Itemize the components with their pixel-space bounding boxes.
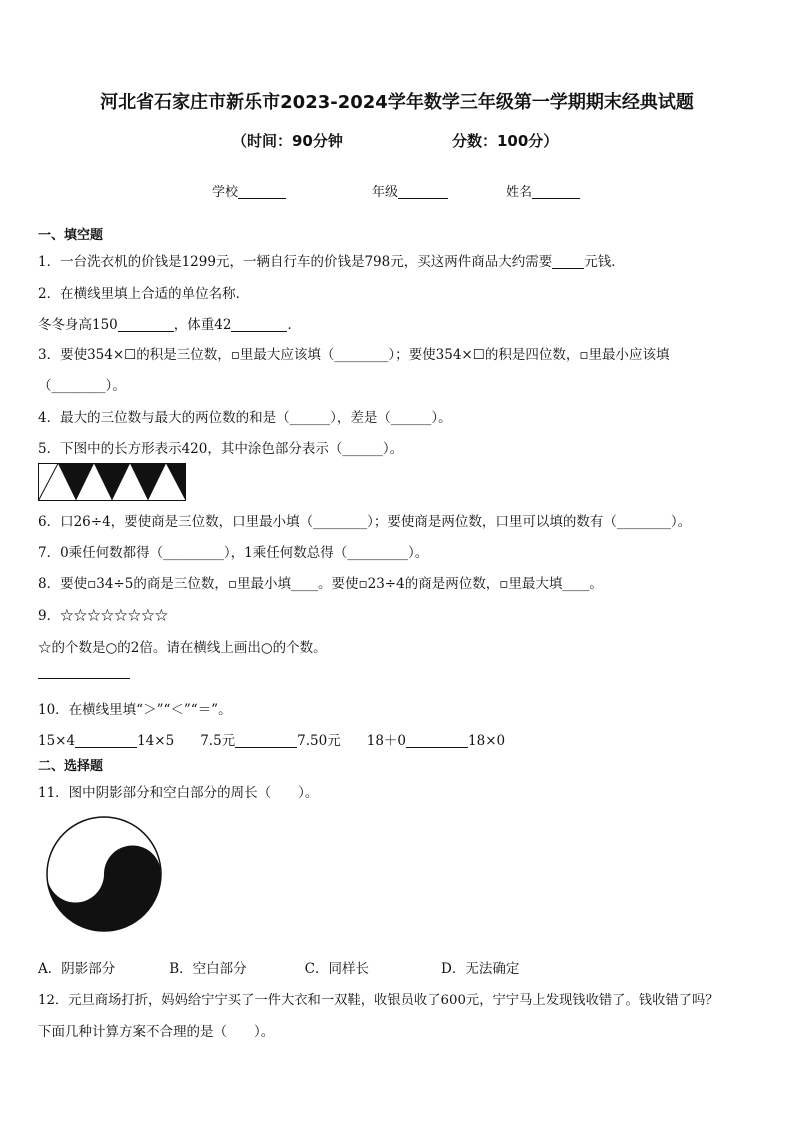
- name-field[interactable]: [506, 181, 580, 200]
- section-choice: 二、选择题: [38, 759, 104, 774]
- option-d[interactable]: D．无法确定: [441, 961, 520, 977]
- question-5: 5．下图中的长方形表示420，其中涂色部分表示（______）。: [38, 441, 404, 457]
- page-title: 河北省石家庄市新乐市2023-2024学年数学三年级第一学期期末经典试题: [100, 92, 694, 113]
- question-12-line-2: 下面几种计算方案不合理的是（ ）。: [38, 1024, 275, 1040]
- height-unit-blank[interactable]: [118, 318, 174, 333]
- compare-b-blank[interactable]: [235, 734, 297, 749]
- school-blank[interactable]: [238, 185, 286, 199]
- name-label: 姓名: [506, 185, 533, 200]
- question-4: 4．最大的三位数与最大的两位数的和是（______），差是（______）。: [38, 410, 452, 426]
- exam-score: 分数：100分）: [452, 132, 559, 150]
- question-2-part-b: ，体重42: [173, 317, 232, 333]
- question-2-part-c: ．: [287, 317, 301, 333]
- question-11: 11．图中阴影部分和空白部分的周长（ ）。: [38, 785, 319, 801]
- section-fill-in: 一、填空题: [38, 228, 104, 243]
- question-10-blanks: [38, 729, 505, 749]
- compare-c-blank[interactable]: [406, 734, 468, 749]
- compare-a-right: 14×5: [137, 733, 175, 749]
- grade-field[interactable]: [372, 181, 448, 200]
- question-3-line-2: （________）。: [38, 378, 126, 394]
- option-a[interactable]: A．阴影部分: [38, 961, 116, 977]
- question-7: 7．0乘任何数都得（_________），1乘任何数总得（_________）。: [38, 545, 429, 561]
- question-1-tail: 元钱．: [584, 254, 625, 270]
- question-6: 6．口26÷4，要使商是三位数，口里最小填（________）；要使商是两位数，口里可以填的数有（________）。: [38, 514, 692, 530]
- question-1-text: 1．一台洗衣机的价钱是1299元，一辆自行车的价钱是798元，买这两件商品大约需要: [38, 254, 553, 270]
- question-2: 2．在横线里填上合适的单位名称．: [38, 286, 250, 302]
- compare-b-right: 7.50元: [297, 733, 341, 749]
- rectangle-triangles-figure: [38, 463, 186, 501]
- option-c[interactable]: C．同样长: [304, 961, 370, 977]
- grade-blank[interactable]: [398, 185, 448, 199]
- question-11-options: [38, 957, 519, 977]
- school-label: 学校: [212, 185, 239, 200]
- question-8: 8．要使▫34÷5的商是三位数，▫里最小填____。要使▫23÷4的商是两位数，▫里最大填____。: [38, 576, 603, 592]
- question-1-blank[interactable]: [552, 255, 584, 270]
- compare-b-left: 7.5元: [200, 733, 236, 749]
- question-3-line-1: 3．要使354×☐的积是三位数，▫里最大应该填（________）；要使354×☐的积是四位数，▫里最小应该填: [38, 347, 670, 363]
- option-b[interactable]: B．空白部分: [169, 961, 247, 977]
- school-field[interactable]: [212, 181, 286, 200]
- compare-a-blank[interactable]: [75, 734, 137, 749]
- question-2-part-a: 冬冬身高150: [38, 317, 118, 333]
- yin-yang-figure: [45, 815, 163, 933]
- question-9-answer-line[interactable]: [38, 678, 130, 679]
- weight-unit-blank[interactable]: [231, 318, 287, 333]
- question-2-blanks: [38, 313, 301, 333]
- grade-label: 年级: [372, 185, 399, 200]
- question-1: [38, 250, 625, 270]
- name-blank[interactable]: [532, 185, 580, 199]
- compare-c-right: 18×0: [468, 733, 506, 749]
- exam-time: （时间：90分钟: [232, 132, 343, 150]
- question-12-line-1: 12．元旦商场打折，妈妈给宁宁买了一件大衣和一双鞋，收银员收了600元，宁宁马上发现钱收错了。钱收错了吗？: [38, 993, 719, 1008]
- compare-a-left: 15×4: [38, 733, 76, 749]
- question-9-line-1: 9．☆☆☆☆☆☆☆☆: [38, 608, 169, 624]
- question-9-line-2: ☆的个数是○的2倍。请在横线上画出○的个数。: [38, 640, 327, 656]
- compare-c-left: 18＋0: [366, 733, 407, 749]
- question-10: 10．在横线里填“＞”“＜”“＝”。: [38, 702, 232, 718]
